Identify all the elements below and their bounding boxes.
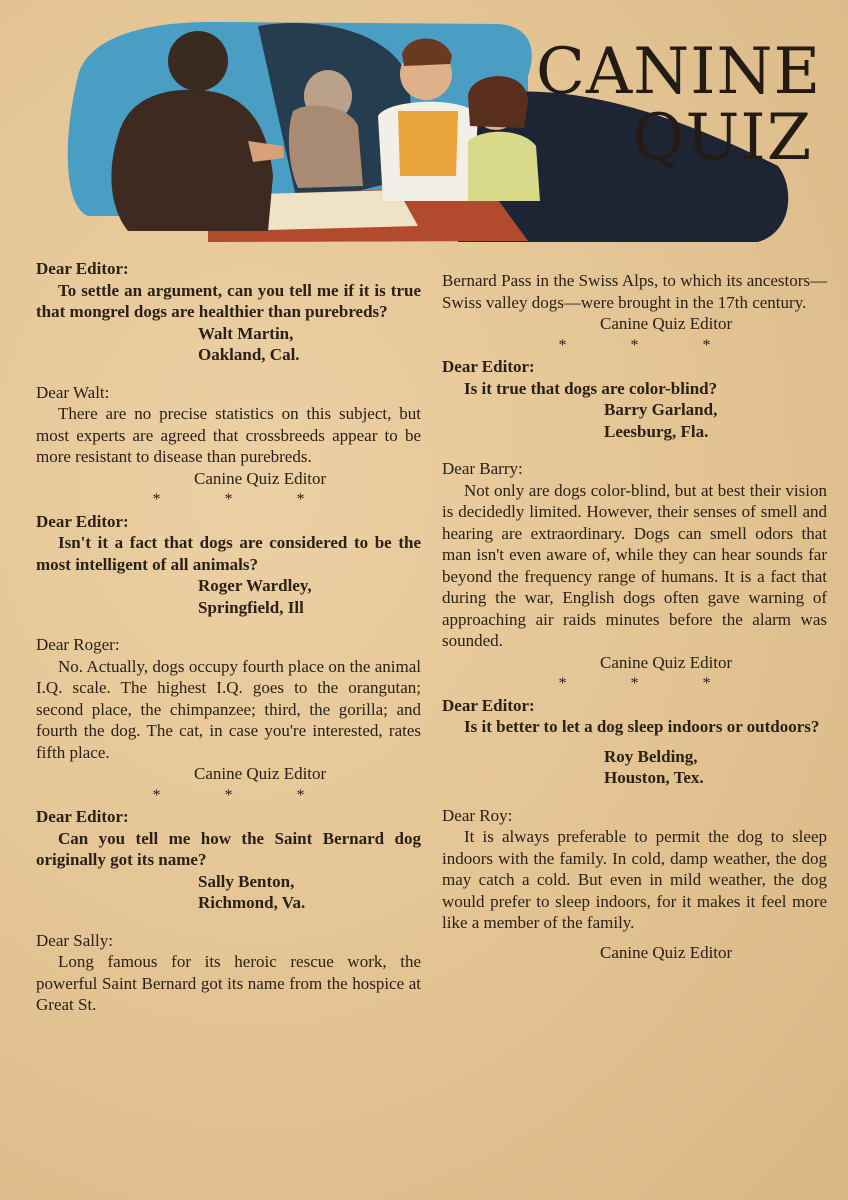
- section-separator: * * *: [152, 491, 335, 508]
- letter-question: Can you tell me how the Saint Bernard dog originally got its name?: [36, 828, 421, 869]
- letter-writer-name: Roy Belding,: [604, 746, 698, 766]
- reply-signoff: Canine Quiz Editor: [600, 942, 733, 962]
- section-separator: * * *: [558, 336, 741, 354]
- letter-question: Isn't it a fact that dogs are considered to be the most intelligent of all animals?: [36, 533, 421, 574]
- letter-writer-place: Oakland, Cal.: [198, 345, 300, 364]
- section-separator: * * *: [558, 675, 741, 692]
- reply-greeting: Dear Roy:: [442, 805, 513, 825]
- reply-answer-part-1: Long famous for its heroic rescue work, the powerful Saint Bernard got its name from the hospice at Great St.: [36, 952, 421, 1014]
- letter-greeting: Dear Editor:: [442, 695, 535, 715]
- letter-question: Is it better to let a dog sleep indoors or outdoors?: [464, 717, 820, 736]
- letter-writer-place: Richmond, Va.: [198, 893, 306, 912]
- title-line-2: QUIZ: [632, 101, 813, 176]
- column-left: [36, 258, 421, 1016]
- section-separator: * * *: [152, 786, 335, 804]
- letter-greeting: Dear Editor:: [442, 357, 535, 376]
- reply-greeting: Dear Barry:: [442, 459, 523, 478]
- letter-greeting: Dear Editor:: [36, 807, 129, 826]
- reply-signoff: Canine Quiz Editor: [194, 468, 327, 488]
- letter-writer-name: Sally Benton,: [198, 871, 295, 891]
- letter-writer-name: Barry Garland,: [604, 400, 718, 419]
- reply-answer: No. Actually, dogs occupy fourth place on the animal I.Q. scale. The highest I.Q. goes to the orangutan; second place, the chimpanzee; third, the gorilla; and fourth the dog. The cat, in case you're interested, rates fifth place.: [36, 656, 421, 762]
- reply-answer: Not only are dogs color-blind, but at best their vision is decidedly limited. However, their senses of smell and hearing are extraordinary. Dogs can smell odors that man isn't even aware of, while they can hear sounds far beyond the frequency range of humans. It is a fact that during the war, English dogs often gave warning of approaching air raids minutes before the alarm was sounded.: [442, 480, 827, 650]
- reply-signoff: Canine Quiz Editor: [194, 764, 327, 783]
- letter-writer-name: Roger Wardley,: [198, 576, 312, 595]
- reply-signoff: Canine Quiz Editor: [600, 314, 733, 333]
- reply-greeting: Dear Sally:: [36, 930, 113, 950]
- reply-answer: It is always preferable to permit the dog to sleep indoors with the family. In cold, damp weather, the dog may catch a cold. But even in mild weather, the dog would prefer to sleep indoors, for it makes it feel more like a member of the family.: [442, 827, 827, 932]
- letter-writer-place: Houston, Tex.: [604, 768, 704, 787]
- letter-question: To settle an argument, can you tell me if it is true that mongrel dogs are healthier than purebreds?: [36, 280, 421, 321]
- letter-writer-place: Leesburg, Fla.: [604, 421, 709, 441]
- letter-question: Is it true that dogs are color-blind?: [464, 378, 718, 398]
- reply-answer: There are no precise statistics on this subject, but most experts are agreed that crossbreeds appear to be more resistant to disease than purebreds.: [36, 404, 421, 466]
- letter-writer-place: Springfield, Ill: [198, 597, 304, 617]
- reply-greeting: Dear Walt:: [36, 382, 110, 402]
- column-right: [442, 270, 827, 963]
- letter-greeting: Dear Editor:: [36, 259, 129, 278]
- reply-signoff: Canine Quiz Editor: [600, 652, 733, 672]
- page-title: [536, 35, 826, 176]
- letter-writer-name: Walt Martin,: [198, 323, 294, 343]
- letter-greeting: Dear Editor:: [36, 511, 129, 531]
- reply-greeting: Dear Roger:: [36, 635, 120, 654]
- reply-answer-part-2: Bernard Pass in the Swiss Alps, to which its ancestors—Swiss valley dogs—were brought in the 17th century.: [442, 271, 827, 312]
- title-line-1: CANINE: [536, 35, 822, 110]
